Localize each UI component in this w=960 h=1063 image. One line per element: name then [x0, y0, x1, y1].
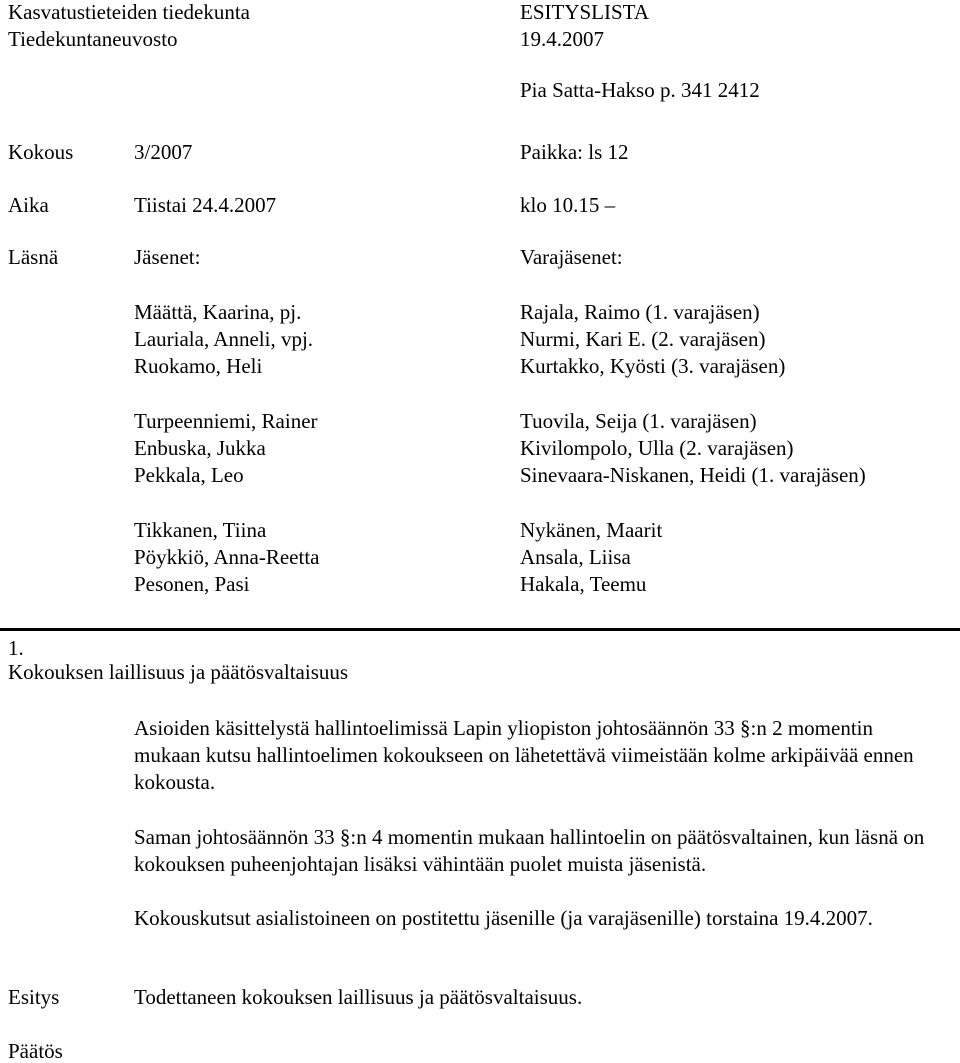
deputy-name: Hakala, Teemu [520, 572, 647, 596]
faculty-name: Kasvatustieteiden tiedekunta [8, 0, 251, 24]
aika-value: Tiistai 24.4.2007 [134, 193, 277, 217]
paatos-label: Päätös [8, 1039, 63, 1063]
deputy-name: Tuovila, Seija (1. varajäsen) [520, 409, 757, 433]
member-name: Pekkala, Leo [134, 463, 244, 487]
deputy-name: Nykänen, Maarit [520, 518, 663, 542]
kokous-label: Kokous [8, 140, 74, 164]
item-title: Kokouksen laillisuus ja päätösvaltaisuus [8, 660, 349, 684]
member-name: Ruokamo, Heli [134, 354, 263, 378]
deputy-name: Kurtakko, Kyösti (3. varajäsen) [520, 354, 786, 378]
aika-label: Aika [8, 193, 49, 217]
document-date: 19.4.2007 [520, 27, 604, 51]
deputy-name: Kivilompolo, Ulla (2. varajäsen) [520, 436, 794, 460]
deputy-name: Nurmi, Kari E. (2. varajäsen) [520, 327, 766, 351]
meeting-time: klo 10.15 – [520, 193, 616, 217]
members-heading: Jäsenet: [134, 245, 201, 269]
deputy-name: Rajala, Raimo (1. varajäsen) [520, 300, 760, 324]
contact-person: Pia Satta-Hakso p. 341 2412 [520, 78, 760, 102]
member-name: Turpeenniemi, Rainer [134, 409, 318, 433]
deputy-name: Sinevaara-Niskanen, Heidi (1. varajäsen) [520, 463, 866, 487]
esitys-text: Todettaneen kokouksen laillisuus ja päätösvaltaisuus. [134, 985, 583, 1009]
deputy-name: Ansala, Liisa [520, 545, 631, 569]
kokous-value: 3/2007 [134, 140, 193, 164]
item-paragraph: Kokouskutsut asialistoineen on postitettu jäsenille (ja varajäsenille) torstaina 19.4.2007. [134, 906, 873, 930]
council-name: Tiedekuntaneuvosto [8, 27, 178, 51]
item-paragraph: Saman johtosäännön 33 §:n 4 momentin mukaan hallintoelin on päätösvaltainen, kun läsnä on kokouksen puheenjohtajan lisäksi vähintään puolet muista jäsenistä. [134, 825, 925, 876]
deputies-heading: Varajäsenet: [520, 245, 623, 269]
document-type: ESITYSLISTA [520, 0, 649, 24]
member-name: Määttä, Kaarina, pj. [134, 300, 302, 324]
member-name: Enbuska, Jukka [134, 436, 266, 460]
meeting-place: Paikka: ls 12 [520, 140, 629, 164]
member-name: Lauriala, Anneli, vpj. [134, 327, 314, 351]
member-name: Tikkanen, Tiina [134, 518, 267, 542]
section-divider [0, 628, 960, 631]
esitys-label: Esitys [8, 985, 60, 1009]
member-name: Pesonen, Pasi [134, 572, 250, 596]
item-paragraph: Asioiden käsittelystä hallintoelimissä Lapin yliopiston johtosäännön 33 §:n 2 momentin mukaan kutsu hallintoelimen kokoukseen on lähetettävä viimeistään kolme arkipäivää ennen kokousta. [134, 716, 914, 794]
item-number: 1. [8, 636, 24, 660]
lasna-label: Läsnä [8, 245, 59, 269]
member-name: Pöykkiö, Anna-Reetta [134, 545, 320, 569]
